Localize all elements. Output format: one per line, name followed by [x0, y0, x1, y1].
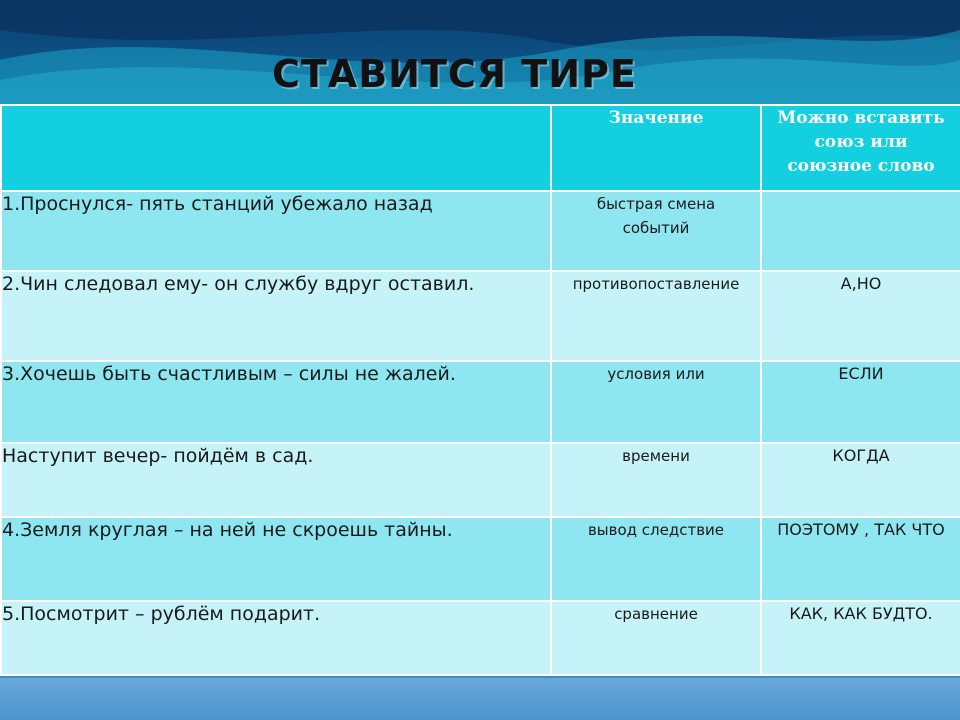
conjunction-cell: А,НО: [761, 271, 960, 361]
sentence-cell: 1.Проснулся- пять станций убежало назад: [1, 191, 551, 271]
conjunction-cell: ЕСЛИ: [761, 361, 960, 443]
header-cell-sentence: [1, 105, 551, 191]
table-row: [1, 443, 960, 517]
meaning-cell: вывод следствие: [551, 517, 761, 601]
meaning-cell: [551, 271, 761, 361]
sentence-cell: 3.Хочешь быть счастливым – силы не жалей.: [1, 361, 551, 443]
slide-title: СТАВИТСЯ ТИРЕ: [272, 52, 637, 96]
header-cell-conjunction: Можно вставить союз или союзное слово: [761, 105, 960, 191]
conjunction-cell: КОГДА: [761, 443, 960, 517]
sentence-cell: 5.Посмотрит – рублём подарит.: [1, 601, 551, 675]
conjunction-cell: [761, 191, 960, 271]
meaning-cell: быстрая смена событий: [551, 191, 761, 271]
table-header-row: [1, 105, 960, 191]
table-row: [1, 601, 960, 675]
conjunction-cell: КАК, КАК БУДТО.: [761, 601, 960, 675]
table-row: [1, 271, 960, 361]
footer-band: [0, 678, 960, 720]
header-cell-meaning: Значение: [551, 105, 761, 191]
table-row: [1, 517, 960, 601]
meaning-text: противопоставление: [572, 275, 740, 293]
meaning-cell: сравнение: [551, 601, 761, 675]
table-row: [1, 361, 960, 443]
meaning-cell: условия или: [551, 361, 761, 443]
punctuation-table: [0, 104, 960, 676]
sentence-cell: 2.Чин следовал ему- он службу вдруг оставил.: [1, 271, 551, 361]
sentence-cell: 4.Земля круглая – на ней не скроешь тайны.: [1, 517, 551, 601]
table-row: [1, 191, 960, 271]
sentence-cell: Наступит вечер- пойдём в сад.: [1, 443, 551, 517]
conjunction-cell: ПОЭТОМУ , ТАК ЧТО: [761, 517, 960, 601]
meaning-cell: времени: [551, 443, 761, 517]
